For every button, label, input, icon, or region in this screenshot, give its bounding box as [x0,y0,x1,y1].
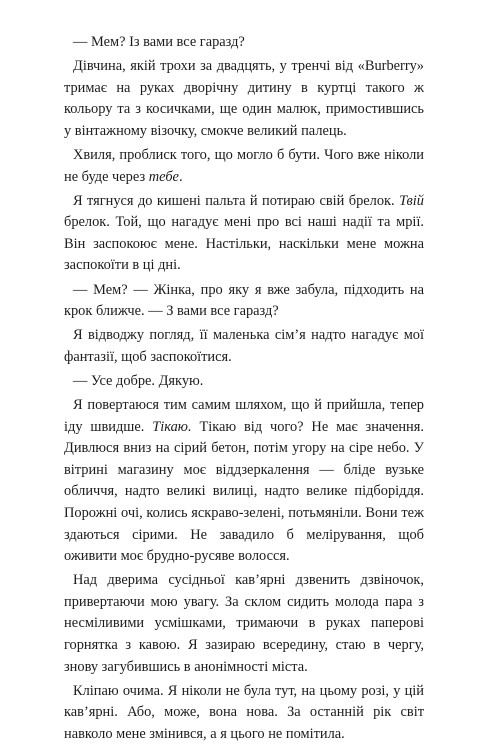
paragraph [64,681,424,746]
text-run: — Усе добре. Дякую. [73,372,204,389]
text-run: Над дверима сусідньої кав’ярні дзвенить дзвіночок, привертаючи мою увагу. За склом сидить молода пара з несміливими усмішками, тримаючи в руках паперові горнятка з кавою. Я зазираю всередину, стаю в чергу, знову загубившись в анонімності міста. [64,572,424,675]
paragraph [64,56,424,142]
body-text [64,32,424,746]
text-run: Я відводжу погляд, її маленька сім’я надто нагадує мої фантазії, щоб заспокоїтися. [64,327,424,365]
paragraph [64,191,424,277]
paragraph [64,371,424,393]
paragraph [64,32,424,54]
text-run: — Мем? — Жінка, про яку я вже забула, підходить на крок ближче. — З вами все гаразд? [64,281,424,320]
text-run: — Мем? Із вами все гаразд? [73,34,245,50]
paragraph [64,280,424,323]
text-run: Хвиля, проблиск того, що могло б бути. Чого вже ніколи не буде через [64,146,424,185]
italic-text: Тікаю. [152,418,192,435]
text-run: Кліпаю очима. Я ніколи не була тут, на цьому розі, у цій кав’ярні. Або, може, вона нова. За останній рік світ навколо мене змінився, а я цього не помітила. [64,682,424,742]
text-run: . [178,168,183,185]
italic-text: тебе [148,168,179,185]
paragraph [64,325,424,368]
text-run: Я повертаюся тим самим шляхом, що й прийшла, тепер іду швидше. [64,397,424,435]
text-run: брелок. Той, що нагадує мені про всі наші надії та мрії. Він заспокоює мене. Настільки, наскільки мене можна заспокоїти в ці дні. [64,214,424,274]
text-run: Дівчина, якій трохи за двадцять, у тренчі від «Burberry» тримає на руках дворічну дитину в куртці такого ж кольору та з косичками, ще один малюк, примостившись у вінтажному візочку, смокче великий палець. [64,58,424,139]
paragraph [64,145,424,188]
paragraph [64,570,424,678]
paragraph [64,395,424,568]
text-run: Тікаю від чого? Не має значення. Дивлюся вниз на сірий бетон, потім угору на сіре небо. У вітрині магазину моє віддзеркалення — бліде вузьке обличчя, надто великі вилиці, надто велике підборіддя. Порожні очі, колись яскраво-зелені, потьмяніли. Вони теж здаються сірими. Не завадило б мелірування, щоб оживити моє брудно-русяве волосся. [64,418,424,565]
italic-text: Твій [399,192,424,209]
text-run: Я тягнуся до кишені пальта й потираю свій брелок. [73,192,400,209]
